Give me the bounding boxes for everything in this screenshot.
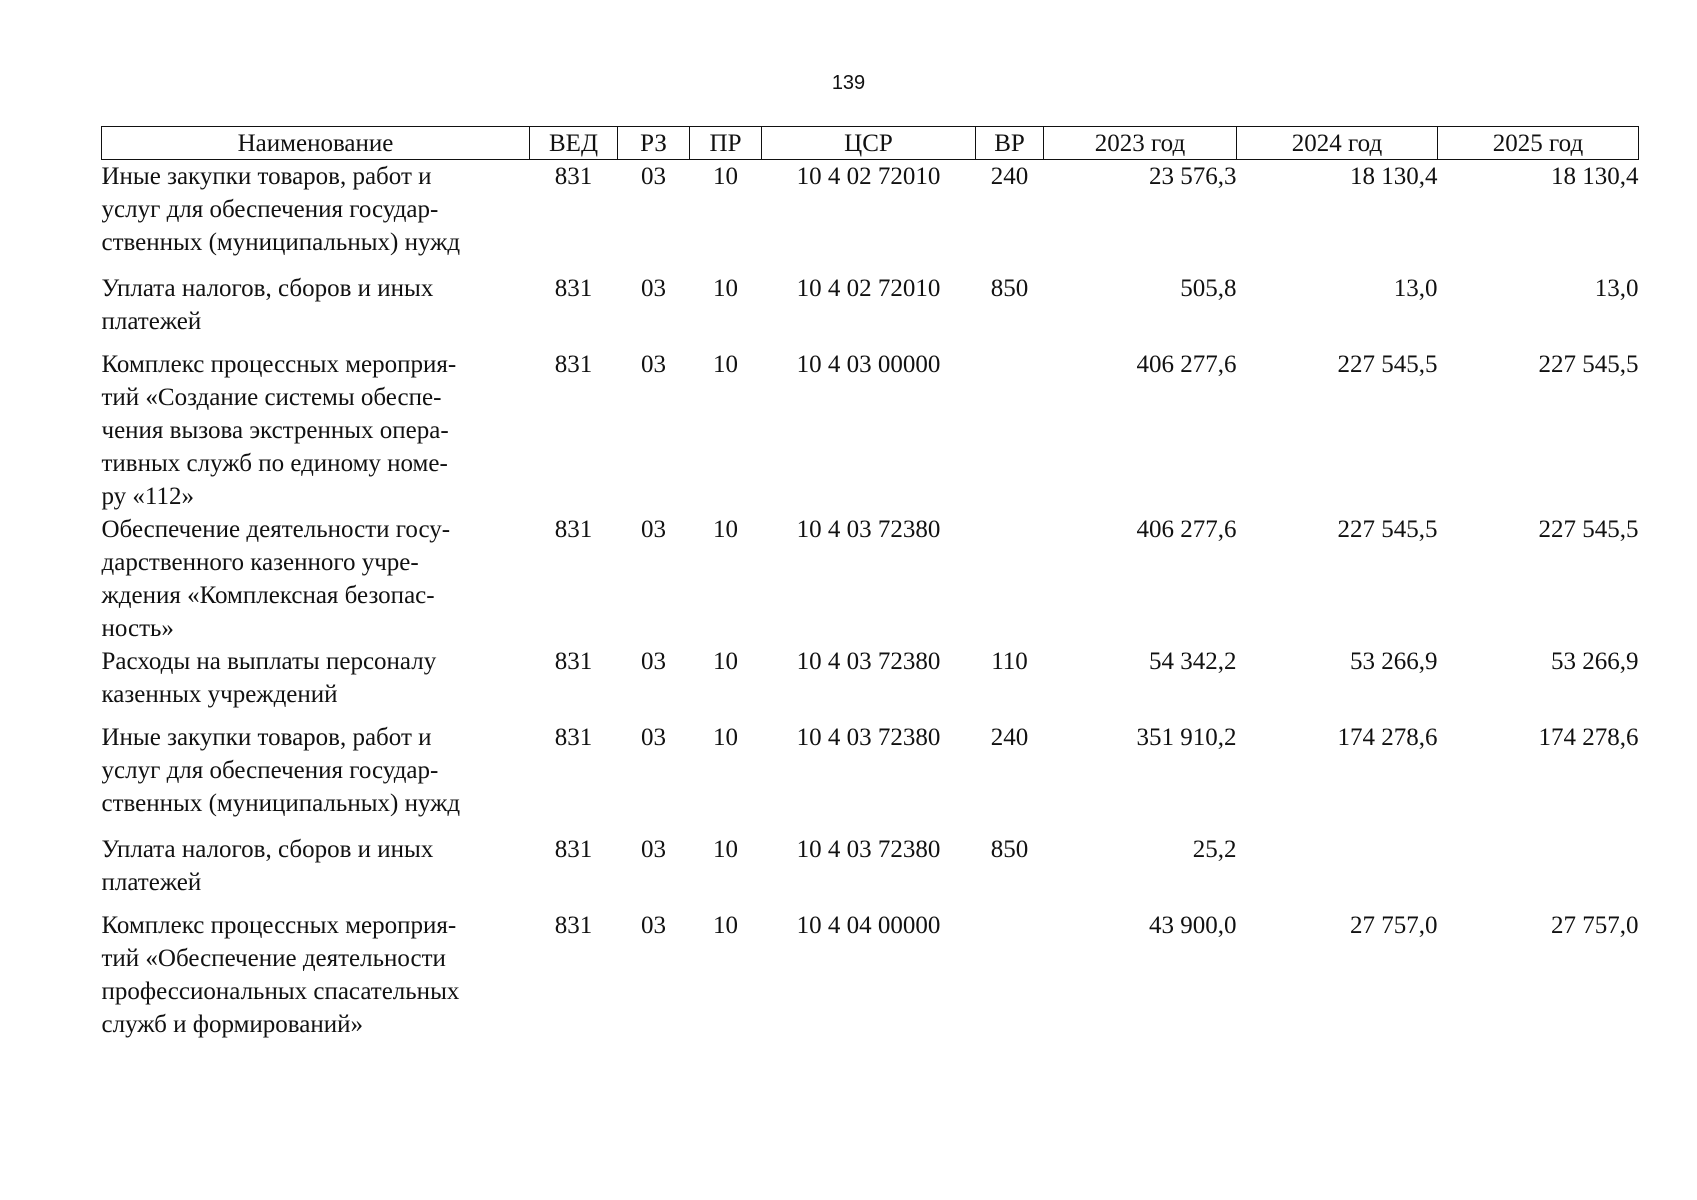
cell-y2023: 54 342,2: [1149, 648, 1237, 675]
cell-ved: 831: [554, 648, 593, 675]
cell-ved: 831: [554, 351, 593, 378]
cell-y2025: 18 130,4: [1551, 163, 1639, 190]
cell-vr: 240: [990, 724, 1029, 751]
header-pr: ПР: [690, 127, 762, 160]
cell-y2023: 25,2: [1192, 836, 1237, 863]
cell-name: [102, 272, 530, 348]
cell-name: [102, 348, 530, 513]
header-vr: ВР: [976, 127, 1044, 160]
cell-rz: 03: [641, 648, 666, 675]
name-line: услуг для обеспечения государ-: [101, 757, 439, 784]
name-line: Иные закупки товаров, работ и: [101, 163, 432, 190]
name-line: казенных учреждений: [101, 681, 338, 708]
table-row: [102, 721, 1639, 833]
name-line: ственных (муниципальных) нужд: [101, 229, 461, 256]
cell-ved: 831: [554, 163, 593, 190]
cell-csr: 10 4 03 00000: [796, 351, 941, 378]
header-csr: ЦСР: [762, 127, 976, 160]
cell-csr: 10 4 03 72380: [796, 648, 941, 675]
cell-name: [102, 645, 530, 721]
name-line: ждения «Комплексная безопас-: [101, 582, 435, 609]
header-rz: РЗ: [618, 127, 690, 160]
table-row: [102, 272, 1639, 348]
name-line: тий «Обеспечение деятельности: [101, 945, 446, 972]
cell-y2025: 227 545,5: [1538, 516, 1639, 543]
budget-table: [101, 126, 1639, 1041]
name-line: Иные закупки товаров, работ и: [101, 724, 432, 751]
name-line: служб и формирований»: [101, 1011, 364, 1038]
cell-ved: 831: [554, 516, 593, 543]
cell-ved: 831: [554, 912, 593, 939]
cell-y2025: 53 266,9: [1551, 648, 1639, 675]
name-line: платежей: [101, 308, 202, 335]
cell-name: [102, 160, 530, 273]
cell-rz: 03: [641, 516, 666, 543]
cell-y2024: 13,0: [1393, 275, 1438, 302]
cell-y2025: 227 545,5: [1538, 351, 1639, 378]
cell-name: [102, 513, 530, 645]
table-row: [102, 645, 1639, 721]
cell-y2024: 18 130,4: [1350, 163, 1438, 190]
cell-pr: 10: [713, 351, 738, 378]
cell-name: [102, 721, 530, 833]
cell-csr: 10 4 03 72380: [796, 836, 941, 863]
cell-name: [102, 833, 530, 909]
cell-csr: 10 4 03 72380: [796, 724, 941, 751]
cell-y2024: 227 545,5: [1337, 516, 1438, 543]
name-line: тивных служб по единому номе-: [101, 450, 448, 477]
cell-y2024: 27 757,0: [1350, 912, 1438, 939]
header-row: [102, 127, 1639, 160]
table-header: [102, 127, 1639, 160]
cell-ved: 831: [554, 275, 593, 302]
cell-vr: [976, 909, 1044, 1041]
cell-pr: 10: [713, 275, 738, 302]
header-2025: 2025 год: [1438, 127, 1639, 160]
cell-vr: [976, 348, 1044, 513]
cell-rz: 03: [641, 275, 666, 302]
name-line: профессиональных спасательных: [101, 978, 460, 1005]
cell-rz: 03: [641, 163, 666, 190]
cell-rz: 03: [641, 351, 666, 378]
name-line: ственных (муниципальных) нужд: [101, 790, 461, 817]
cell-pr: 10: [713, 836, 738, 863]
name-line: Уплата налогов, сборов и иных: [101, 275, 434, 302]
cell-y2023: 43 900,0: [1149, 912, 1237, 939]
cell-vr: 850: [990, 275, 1029, 302]
cell-ved: 831: [554, 836, 593, 863]
header-2023: 2023 год: [1044, 127, 1237, 160]
name-line: чения вызова экстренных опера-: [101, 417, 449, 444]
name-line: Обеспечение деятельности госу-: [101, 516, 451, 543]
cell-csr: 10 4 03 72380: [796, 516, 941, 543]
cell-csr: 10 4 02 72010: [796, 275, 941, 302]
cell-y2023: 351 910,2: [1136, 724, 1237, 751]
name-line: Комплекс процессных мероприя-: [101, 351, 457, 378]
table-row: [102, 348, 1639, 513]
cell-pr: 10: [713, 912, 738, 939]
cell-rz: 03: [641, 836, 666, 863]
cell-y2023: 406 277,6: [1136, 516, 1237, 543]
name-line: тий «Создание системы обеспе-: [101, 384, 442, 411]
cell-csr: 10 4 04 00000: [796, 912, 941, 939]
header-name: Наименование: [102, 127, 530, 160]
cell-y2025: 27 757,0: [1551, 912, 1639, 939]
cell-rz: 03: [641, 724, 666, 751]
name-line: ность»: [101, 615, 174, 642]
name-line: Уплата налогов, сборов и иных: [101, 836, 434, 863]
cell-pr: 10: [713, 648, 738, 675]
table-row: [102, 909, 1639, 1041]
cell-pr: 10: [713, 163, 738, 190]
cell-vr: 850: [990, 836, 1029, 863]
cell-pr: 10: [713, 516, 738, 543]
table-row: [102, 513, 1639, 645]
cell-y2024: [1237, 833, 1438, 909]
header-ved: ВЕД: [530, 127, 618, 160]
cell-rz: 03: [641, 912, 666, 939]
table-row: [102, 833, 1639, 909]
cell-y2024: 227 545,5: [1337, 351, 1438, 378]
cell-pr: 10: [713, 724, 738, 751]
table-body: [102, 160, 1639, 1042]
name-line: услуг для обеспечения государ-: [101, 196, 439, 223]
cell-ved: 831: [554, 724, 593, 751]
name-line: ру «112»: [101, 483, 194, 510]
cell-csr: 10 4 02 72010: [796, 163, 941, 190]
cell-y2024: 53 266,9: [1350, 648, 1438, 675]
name-line: Комплекс процессных мероприя-: [101, 912, 457, 939]
cell-y2025: 174 278,6: [1538, 724, 1639, 751]
name-line: платежей: [101, 869, 202, 896]
cell-y2023: 505,8: [1180, 275, 1237, 302]
cell-vr: 240: [990, 163, 1029, 190]
table-row: [102, 160, 1639, 273]
cell-vr: 110: [991, 648, 1028, 675]
cell-vr: [976, 513, 1044, 645]
name-line: дарственного казенного учре-: [101, 549, 419, 576]
page-number: 139: [831, 72, 866, 94]
header-2024: 2024 год: [1237, 127, 1438, 160]
cell-y2025: [1438, 833, 1639, 909]
cell-y2025: 13,0: [1594, 275, 1639, 302]
name-line: Расходы на выплаты персоналу: [101, 648, 437, 675]
cell-y2024: 174 278,6: [1337, 724, 1438, 751]
cell-y2023: 23 576,3: [1149, 163, 1237, 190]
cell-y2023: 406 277,6: [1136, 351, 1237, 378]
cell-name: [102, 909, 530, 1041]
